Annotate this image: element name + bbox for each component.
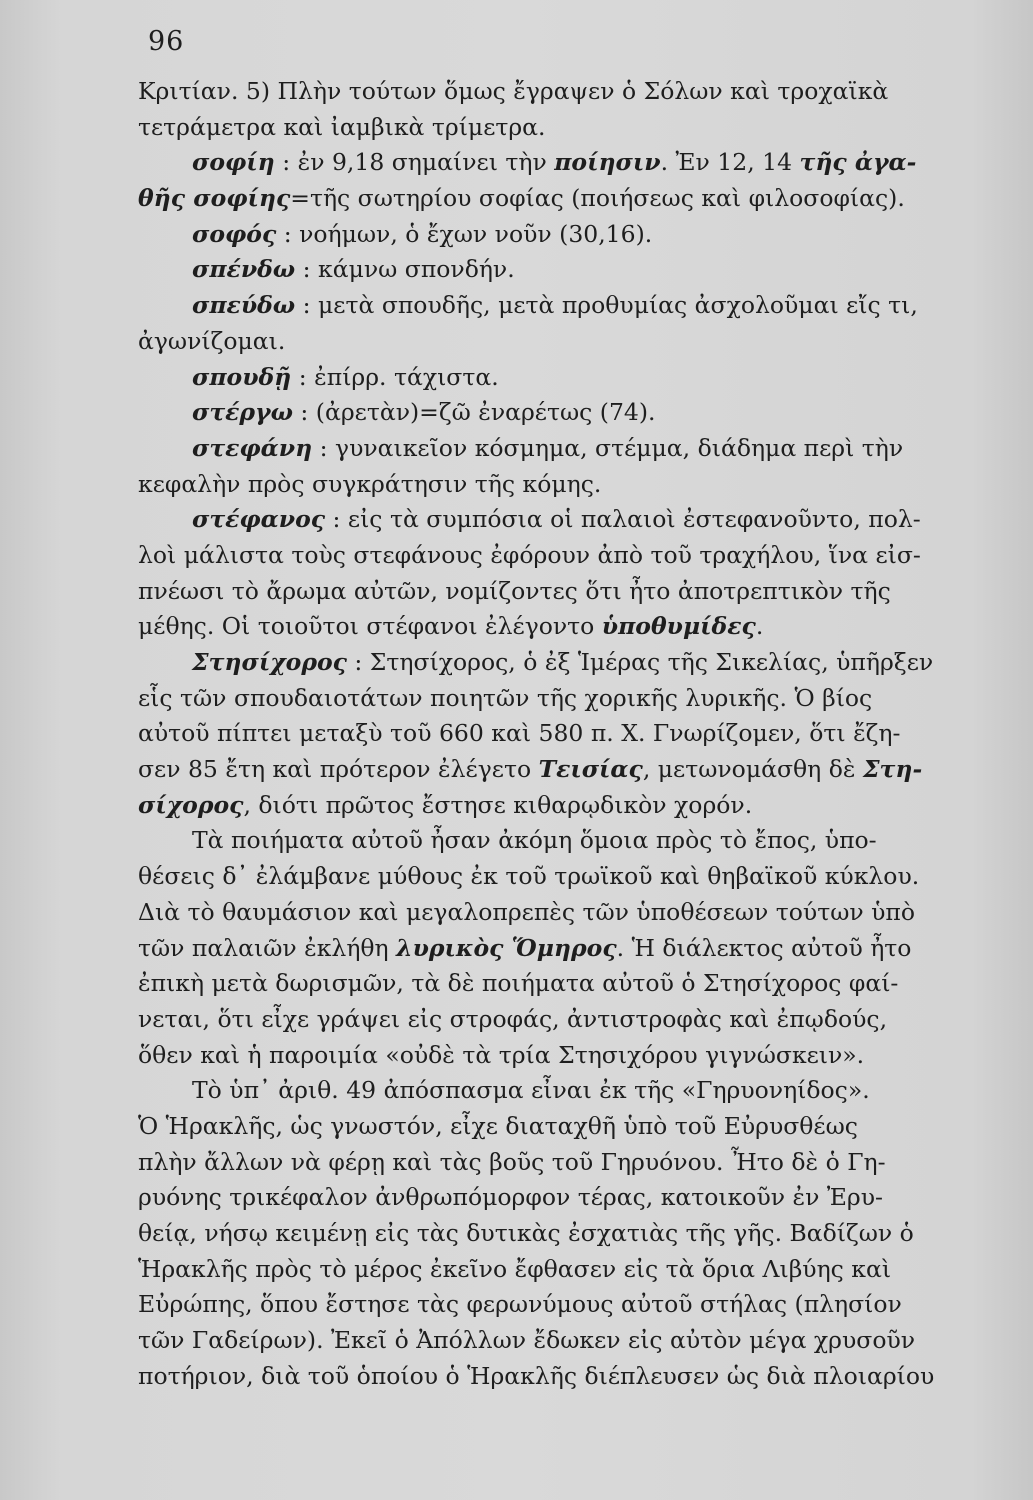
text-line <box>138 110 1018 146</box>
text-segment: Τὰ ποιήματα αὐτοῦ ἦσαν ἀκόμη ὅμοια πρὸς τὸ ἔπος, ὑπο- <box>192 826 877 855</box>
headword: θῆς σοφίης <box>138 184 291 213</box>
text-line <box>138 467 1018 503</box>
text-line <box>138 431 1018 467</box>
headword: στέργω <box>192 398 293 427</box>
text-segment: τῶν παλαιῶν ἐκλήθη <box>138 933 397 962</box>
text-segment: : ἐπίρρ. τάχιστα. <box>291 362 499 391</box>
text-segment: . Ἡ διάλεκτος αὐτοῦ ἦτο <box>616 933 912 962</box>
text-segment: πλὴν ἄλλων νὰ φέρῃ καὶ τὰς βοῦς τοῦ Γηρυόνου. Ἦτο δὲ ὁ Γη- <box>138 1147 886 1176</box>
text-line <box>138 217 1018 253</box>
text-line <box>138 360 1018 396</box>
text-segment: Εὐρώπης, ὅπου ἔστησε τὰς φερωνύμους αὐτοῦ στήλας (πλησίον <box>138 1290 902 1319</box>
text-line <box>138 252 1018 288</box>
text-line <box>138 788 1018 824</box>
text-segment: =τῆς σωτηρίου σοφίας (ποιήσεως καὶ φιλοσοφίας). <box>290 184 905 213</box>
text-segment: , μετωνομάσθη δὲ <box>642 755 863 784</box>
text-segment: . <box>755 612 764 641</box>
headword: σπένδω <box>192 255 296 284</box>
text-line <box>138 574 1018 610</box>
text-segment: Ἡρακλῆς πρὸς τὸ μέρος ἐκεῖνο ἔφθασεν εἰς τὰ ὅρια Λιβύης καὶ <box>138 1254 892 1283</box>
text-line <box>138 895 1018 931</box>
text-line <box>138 1109 1018 1145</box>
text-segment: : ἐν 9,18 σημαίνει τὴν <box>274 148 555 177</box>
headword: Τεισίας <box>538 755 643 784</box>
text-segment: σεν 85 ἔτη καὶ πρότερον ἐλέγετο <box>138 755 539 784</box>
text-line <box>138 288 1018 324</box>
text-segment: τῶν Γαδείρων). Ἐκεῖ ὁ Ἀπόλλων ἔδωκεν εἰς αὐτὸν μέγα χρυσοῦν <box>138 1326 916 1355</box>
text-line <box>138 395 1018 431</box>
text-line <box>138 1359 1018 1395</box>
text-segment: : μετὰ σπουδῆς, μετὰ προθυμίας ἀσχολοῦμαι εἴς τι, <box>295 291 918 320</box>
headword: στέφανος <box>192 505 326 534</box>
text-segment: ρυόνης τρικέφαλον ἀνθρωπόμορφον τέρας, κατοικοῦν ἐν Ἐρυ- <box>138 1183 883 1212</box>
text-line <box>138 1180 1018 1216</box>
headword: σοφίη <box>192 148 275 177</box>
headword: λυρικὸς Ὅμηρος <box>396 933 617 962</box>
text-segment: κεφαλὴν πρὸς συγκράτησιν τῆς κόμης. <box>138 469 602 498</box>
text-segment: ἀγωνίζομαι. <box>138 326 286 355</box>
text-line <box>138 966 1018 1002</box>
text-segment: , διότι πρῶτος ἔστησε κιθαρῳδικὸν χορόν. <box>243 790 753 819</box>
headword: Στησίχορος <box>192 648 347 676</box>
text-line <box>138 145 1018 181</box>
text-segment: αὐτοῦ πίπτει μεταξὺ τοῦ 660 καὶ 580 π. Χ. Γνωρίζομεν, ὅτι ἔζη- <box>138 719 901 748</box>
text-segment: θείᾳ, νήσῳ κειμένῃ εἰς τὰς δυτικὰς ἐσχατιὰς τῆς γῆς. Βαδίζων ὁ <box>138 1219 914 1247</box>
text-segment: Κριτίαν. 5) Πλὴν τούτων ὅμως ἔγραψεν ὁ Σόλων καὶ τροχαϊκὰ <box>138 77 889 105</box>
text-segment: τετράμετρα καὶ ἰαμβικὰ τρίμετρα. <box>138 112 546 141</box>
text-segment: ὅθεν καὶ ἡ παροιμία «οὐδὲ τὰ τρία Στησιχόρου γιγνώσκειν». <box>138 1040 865 1069</box>
headword: σίχορος <box>138 790 244 819</box>
text-line <box>138 609 1018 645</box>
headword: στεφάνη <box>192 433 313 462</box>
text-segment: Τὸ ὑπ᾽ ἀριθ. 49 ἀπόσπασμα εἶναι ἐκ τῆς «Γηρυονηίδος». <box>192 1076 870 1105</box>
text-segment: Ὁ Ἡρακλῆς, ὡς γνωστόν, εἶχε διαταχθῆ ὑπὸ τοῦ Εὐρυσθέως <box>138 1111 858 1140</box>
text-line <box>138 74 1018 110</box>
text-segment: ἐπικὴ μετὰ δωρισμῶν, τὰ δὲ ποιήματα αὐτοῦ ὁ Στησίχορος φαί- <box>138 969 899 998</box>
text-line <box>138 1038 1018 1074</box>
text-segment: ποτήριον, διὰ τοῦ ὁποίου ὁ Ἡρακλῆς διέπλευσεν ὡς διὰ πλοιαρίου <box>138 1361 935 1390</box>
text-line <box>138 823 1018 859</box>
text-segment: : γυναικεῖον κόσμημα, στέμμα, διάδημα περὶ τὴν <box>312 433 904 462</box>
text-line <box>138 1002 1018 1038</box>
text-line <box>138 324 1018 360</box>
text-line <box>138 1252 1018 1288</box>
body-text <box>138 74 1018 1394</box>
text-line <box>138 681 1018 717</box>
text-line <box>138 931 1018 967</box>
text-segment: . Ἐν 12, 14 <box>660 148 800 177</box>
text-line <box>138 1287 1018 1323</box>
text-segment: : κάμνω σπονδήν. <box>295 255 515 284</box>
text-segment: θέσεις δ᾽ ἐλάμβανε μύθους ἐκ τοῦ τρωϊκοῦ καὶ θηβαϊκοῦ κύκλου. <box>138 862 920 891</box>
text-segment: μέθης. Οἱ τοιοῦτοι στέφανοι ἐλέγοντο <box>138 612 602 641</box>
headword: σπεύδω <box>192 291 296 320</box>
headword: ποίησιν <box>554 148 661 177</box>
text-line <box>138 1073 1018 1109</box>
text-line <box>138 181 1018 217</box>
text-line <box>138 645 1018 681</box>
text-segment: : Στησίχορος, ὁ ἐξ Ἱμέρας τῆς Σικελίας, ὑπῆρξεν <box>346 648 934 676</box>
text-segment: νεται, ὅτι εἶχε γράψει εἰς στροφάς, ἀντιστροφὰς καὶ ἐπῳδούς, <box>138 1004 888 1033</box>
headword: Στη- <box>862 755 923 784</box>
headword: ὑποθυμίδες <box>601 612 756 641</box>
text-line <box>138 1145 1018 1181</box>
text-segment: : (ἀρετὰν)=ζῶ ἐναρέτως (74). <box>292 398 656 427</box>
text-line <box>138 752 1018 788</box>
text-line <box>138 716 1018 752</box>
text-segment: λοὶ μάλιστα τοὺς στεφάνους ἐφόρουν ἀπὸ τοῦ τραχήλου, ἵνα εἰσ- <box>138 540 921 569</box>
text-segment: Διὰ τὸ θαυμάσιον καὶ μεγαλοπρεπὲς τῶν ὑποθέσεων τούτων ὑπὸ <box>138 897 916 926</box>
text-line <box>138 538 1018 574</box>
text-line <box>138 1323 1018 1359</box>
text-segment: : νοήμων, ὁ ἔχων νοῦν (30,16). <box>276 219 653 248</box>
text-line <box>138 502 1018 538</box>
text-segment: εἷς τῶν σπουδαιοτάτων ποιητῶν τῆς χορικῆς λυρικῆς. Ὁ βίος <box>138 683 873 712</box>
headword: τῆς ἀγα- <box>799 148 917 177</box>
text-line <box>138 859 1018 895</box>
headword: σπουδῇ <box>192 362 292 391</box>
text-segment: πνέωσι τὸ ἄρωμα αὐτῶν, νομίζοντες ὅτι ἦτο ἀποτρεπτικὸν τῆς <box>138 576 891 605</box>
headword: σοφός <box>192 219 277 248</box>
text-line <box>138 1216 1018 1252</box>
page-number: 96 <box>148 26 185 57</box>
text-segment: : εἰς τὰ συμπόσια οἱ παλαιοὶ ἐστεφανοῦντο, πολ- <box>325 505 921 534</box>
